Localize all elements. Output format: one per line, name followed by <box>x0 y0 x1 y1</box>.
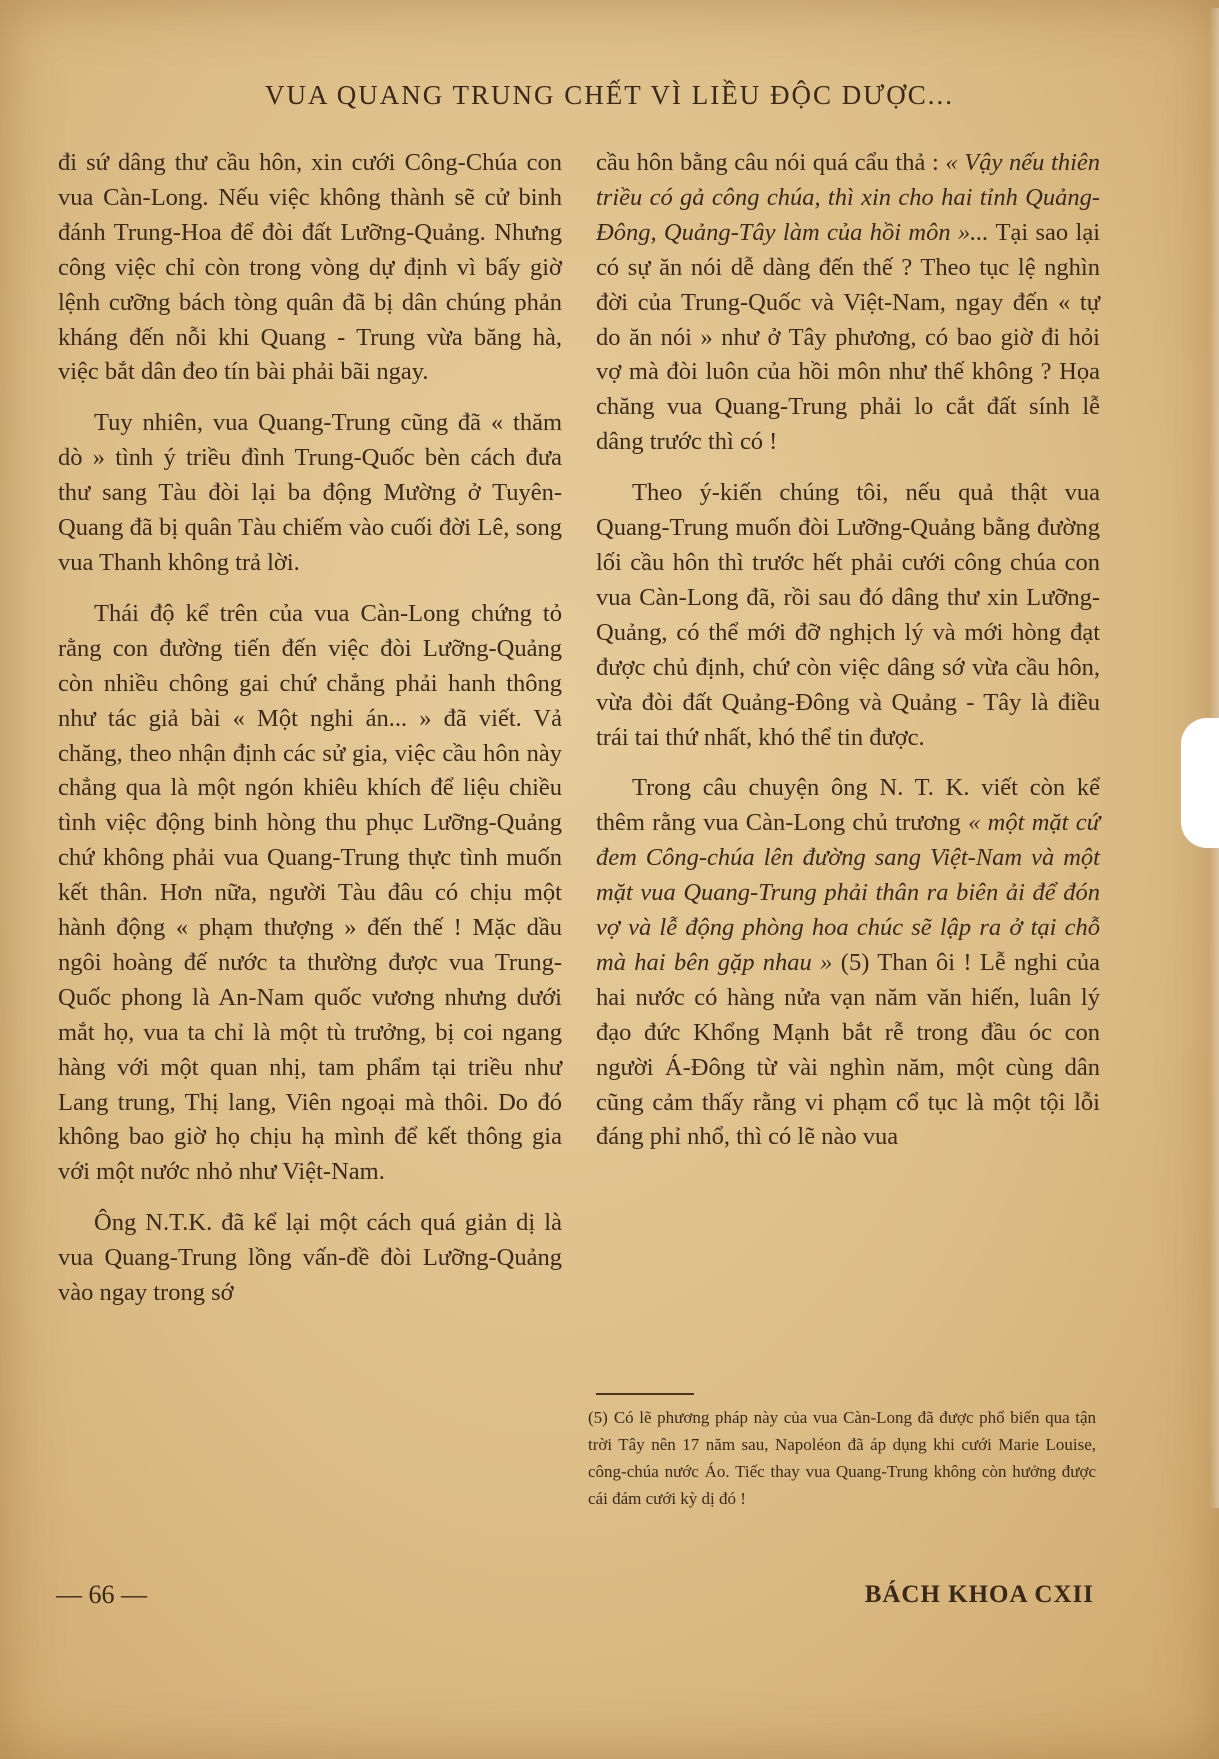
footnote-text: Có lẽ phương pháp này của vua Càn-Long đã được phổ biến qua tận trời Tây nên 17 năm sau, Napoléon đã áp dụng khi cưới Marie Louise, công-chúa nước Áo. Tiếc thay vua Quang-Trung không còn hưởng được cái đám cưới kỳ dị đó ! <box>588 1408 1096 1508</box>
quoted-story: « một mặt cứ đem Công-chúa lên đường sang Việt-Nam và một mặt vua Quang-Trung phải thân ra biên ải để đón vợ và lễ động phòng hoa chúc sẽ lập ra ở tại chỗ mà hai bên gặp nhau » <box>596 809 1101 976</box>
footnote <box>588 1404 1096 1512</box>
page-edge-notch <box>1181 718 1219 848</box>
left-paragraph-1: đi sứ dâng thư cầu hôn, xin cưới Công-Chúa con vua Càn-Long. Nếu việc không thành sẽ cử binh đánh Trung-Hoa để đòi đất Lưỡng-Quảng. Nhưng công việc chỉ còn trong vòng dự định vì bấy giờ lệnh cưỡng bách tòng quân đã bị dân chúng phản kháng đến nỗi khi Quang - Trung vừa băng hà, việc bắt dân đeo tín bài phải bãi ngay. <box>58 149 562 386</box>
right-paragraph-1-rest: Tại sao lại có sự ăn nói dễ dàng đến thế ? Theo tục lệ nghìn đời của Trung-Quốc và Việt-Nam, ngay đến « tự do ăn nói » như ở Tây phương, có bao giờ đi hỏi vợ mà đòi luôn của hồi môn như thế không ? Họa chăng vua Quang-Trung phải lo cắt đất sính lễ dâng trước thì có ! <box>596 218 1101 456</box>
magazine-issue: BÁCH KHOA CXII <box>864 1581 1094 1608</box>
right-paragraph-1-lead: cầu hôn bằng câu nói quá cẩu thả : <box>596 149 939 176</box>
right-paragraph-1 <box>596 146 1100 460</box>
right-paragraph-3-rest: (5) Than ôi ! Lễ nghi của hai nước có hàng nửa vạn năm văn hiến, luân lý đạo đức Khổng Mạnh bắt rễ trong đầu óc con người Á-Đông từ vài nghìn năm, một cùng dân cũng cảm thấy rằng vi phạm cổ tục là một tội lỗi đáng phỉ nhổ, thì có lẽ nào vua <box>596 948 1101 1151</box>
footnote-divider <box>596 1393 694 1395</box>
quoted-petition: « Vậy nếu thiên triều có gả công chúa, thì xin cho hai tỉnh Quảng-Đông, Quảng-Tây làm của hồi môn »... <box>596 149 1100 246</box>
left-column <box>58 146 562 1311</box>
left-paragraph-2: Tuy nhiên, vua Quang-Trung cũng đã « thăm dò » tình ý triều đình Trung-Quốc bèn cách đưa thư sang Tàu đòi lại ba động Mường ở Tuyên-Quang đã bị quân Tàu chiếm vào cuối đời Lê, song vua Thanh không trả lời. <box>58 409 562 576</box>
left-paragraph-3: Thái độ kể trên của vua Càn-Long chứng tỏ rằng con đường tiến đến việc đòi Lưỡng-Quảng còn nhiều chông gai chứ chẳng phải hanh thông như tác giả bài « Một nghi án... » đã viết. Vả chăng, theo nhận định các sử gia, việc cầu hôn này chẳng qua là một ngón khiêu khích để liệu chiều tình việc động binh hòng thu phục Lưỡng-Quảng chứ không phải vua Quang-Trung thực tình muốn kết thân. Hơn nữa, người Tàu đâu có chịu một hành động « phạm thượng » đến thế ! Mặc dầu ngôi hoàng đế nước ta thường được vua Trung-Quốc phong là An-Nam quốc vương nhưng dưới mắt họ, vua ta chỉ là một tù trưởng, bị coi ngang hàng với một quan nhị, tam phẩm tại triều như Lang trung, Thị lang, Viên ngoại mà thôi. Do đó không bao giờ họ chịu hạ mình để kết thông gia với một nước nhỏ như Việt-Nam. <box>58 599 562 1186</box>
footnote-marker: (5) <box>588 1408 608 1427</box>
running-header: VUA QUANG TRUNG CHẾT VÌ LIỀU ĐỘC DƯỢC... <box>265 80 954 110</box>
page-number: — 66 — <box>56 1580 147 1609</box>
right-paragraph-3-lead: Trong câu chuyện ông N. T. K. viết còn kể thêm rằng vua Càn-Long chủ trương <box>596 774 1100 837</box>
right-column <box>596 146 1100 1155</box>
right-paragraph-2: Theo ý-kiến chúng tôi, nếu quả thật vua Quang-Trung muốn đòi Lưỡng-Quảng bằng đường lối cầu hôn thì trước hết phải cưới công chúa con vua Càn-Long đã, rồi sau đó dâng thư xin Lưỡng-Quảng, có thể mới đỡ nghịch lý và mới hòng đạt được chủ định, chứ còn việc dâng sớ vừa cầu hôn, vừa đòi đất Quảng-Đông và Quảng - Tây là điều trái tai thứ nhất, khó thể tin được. <box>596 479 1100 751</box>
left-paragraph-4: Ông N.T.K. đã kể lại một cách quá giản dị là vua Quang-Trung lồng vấn-đề đòi Lưỡng-Quảng vào ngay trong sớ <box>58 1209 562 1307</box>
right-paragraph-3 <box>596 771 1100 1155</box>
